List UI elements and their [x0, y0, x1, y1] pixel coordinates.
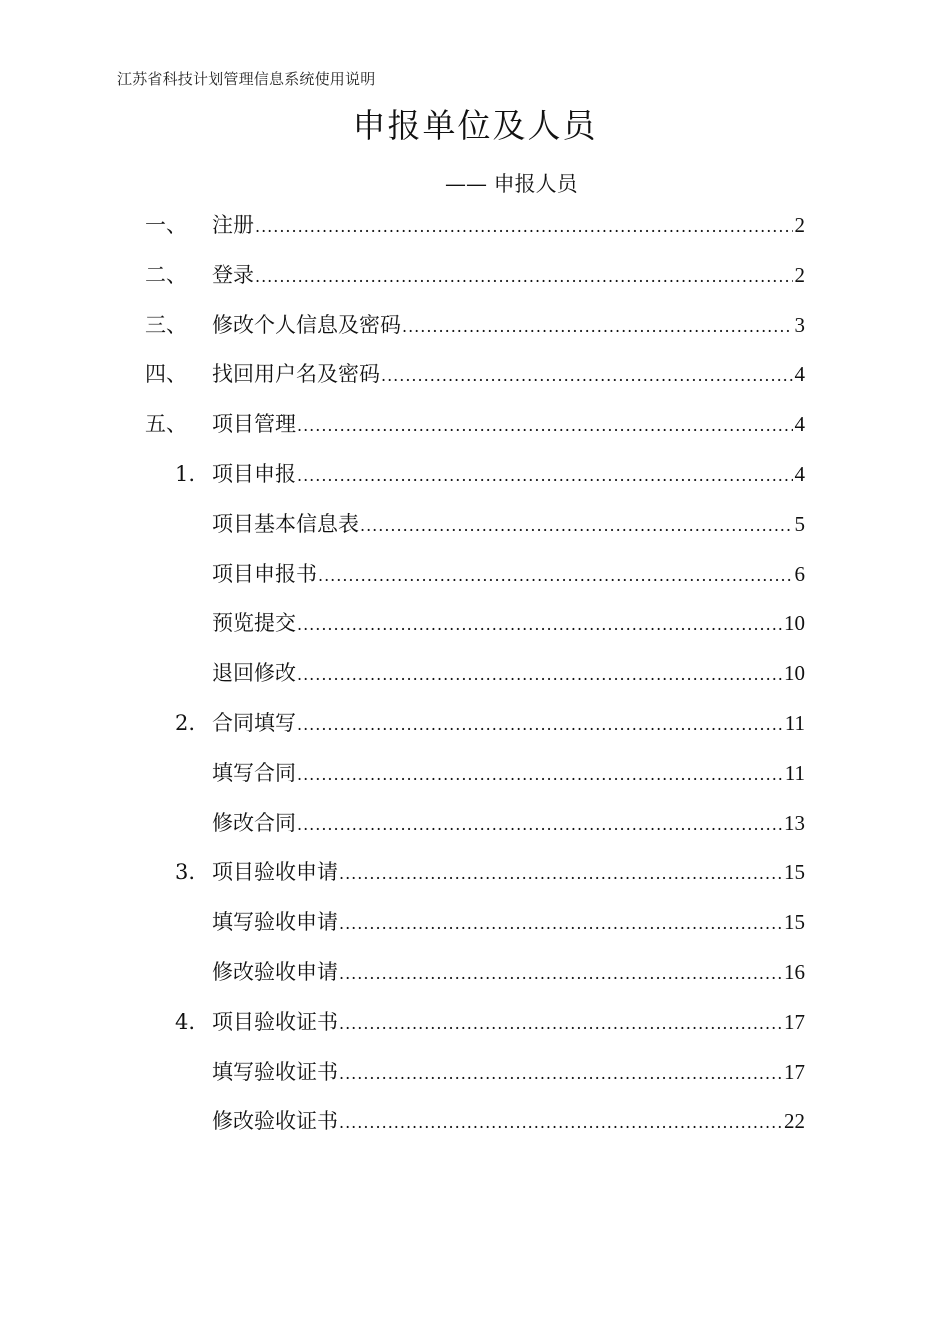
toc-entry-line — [212, 459, 805, 491]
toc-entry-label: 填写验收证书 — [212, 1059, 338, 1084]
toc-dot-leader — [339, 859, 782, 889]
toc-entry-label: 合同填写 — [212, 711, 296, 735]
toc-dot-leader — [402, 312, 793, 342]
toc-entry-number: 二、 — [145, 262, 187, 287]
toc-entry-line — [212, 1106, 805, 1138]
toc-entry-number: 一、 — [145, 213, 187, 237]
toc-entry-label: 预览提交 — [212, 611, 296, 636]
toc-entry-line — [212, 608, 805, 640]
toc-entry-number: 五、 — [145, 412, 187, 437]
toc-entry[interactable] — [0, 758, 950, 788]
toc-dot-leader — [255, 212, 793, 242]
toc-dot-leader — [297, 461, 793, 491]
toc-entry[interactable] — [0, 658, 950, 688]
toc-entry-line — [212, 808, 805, 840]
toc-entry-page-number: 17 — [784, 1009, 805, 1034]
toc-entry[interactable] — [0, 260, 950, 290]
toc-entry[interactable] — [0, 310, 950, 340]
toc-dot-leader — [318, 561, 793, 591]
toc-entry[interactable] — [0, 409, 950, 439]
toc-entry-page-number: 4 — [794, 412, 805, 437]
toc-entry-label: 项目申报 — [212, 462, 296, 486]
running-header: 江苏省科技计划管理信息系统使用说明 — [117, 70, 376, 88]
toc-entry-page-number: 22 — [784, 1109, 805, 1134]
toc-entry[interactable] — [0, 210, 950, 240]
toc-entry-label: 项目管理 — [212, 412, 296, 437]
toc-entry-line — [212, 1057, 805, 1089]
toc-entry-page-number: 13 — [784, 810, 805, 835]
toc-entry-label: 项目验收证书 — [212, 1009, 338, 1034]
toc-entry-line — [212, 1007, 805, 1039]
toc-dot-leader — [339, 959, 782, 989]
toc-entry-line — [212, 509, 805, 541]
toc-entry-label: 修改合同 — [212, 810, 296, 835]
toc-entry-page-number: 11 — [784, 711, 805, 735]
toc-entry-label: 项目基本信息表 — [212, 511, 359, 536]
toc-entry-page-number: 10 — [784, 661, 805, 686]
toc-entry-label: 退回修改 — [212, 661, 296, 686]
toc-entry[interactable] — [0, 459, 950, 489]
toc-entry[interactable] — [0, 1106, 950, 1136]
toc-dot-leader — [381, 361, 793, 391]
toc-entry[interactable] — [0, 857, 950, 887]
toc-entry-page-number: 3 — [794, 312, 805, 337]
toc-entry[interactable] — [0, 907, 950, 937]
toc-dot-leader — [339, 909, 782, 939]
toc-entry-page-number: 2 — [794, 262, 805, 287]
toc-entry-number: 三、 — [145, 312, 187, 337]
toc-entry[interactable] — [0, 559, 950, 589]
toc-dot-leader — [297, 710, 783, 740]
toc-entry-page-number: 16 — [784, 960, 805, 984]
toc-dot-leader — [339, 1009, 782, 1039]
toc-entry-label: 项目申报书 — [212, 561, 317, 586]
toc-dot-leader — [339, 1108, 782, 1138]
toc-entry-page-number: 4 — [794, 362, 805, 387]
toc-entry[interactable] — [0, 509, 950, 539]
toc-entry-label: 修改验收证书 — [212, 1109, 338, 1134]
toc-entry-page-number: 11 — [784, 760, 805, 785]
toc-entry-label: 填写验收申请 — [212, 910, 338, 935]
toc-entry-page-number: 4 — [794, 462, 805, 486]
toc-dot-leader — [297, 660, 782, 690]
toc-entry[interactable] — [0, 957, 950, 987]
toc-entry-line — [212, 857, 805, 889]
toc-entry-page-number: 2 — [794, 213, 805, 237]
toc-entry-label: 注册 — [212, 213, 254, 237]
toc-entry-line — [212, 957, 805, 989]
toc-entry-page-number: 6 — [794, 561, 805, 586]
toc-dot-leader — [297, 810, 782, 840]
toc-entry-page-number: 5 — [794, 511, 805, 536]
toc-entry-line — [212, 658, 805, 690]
toc-dot-leader — [360, 511, 793, 541]
toc-dot-leader — [297, 610, 782, 640]
toc-entry-line — [212, 708, 805, 740]
toc-entry-page-number: 10 — [784, 611, 805, 636]
toc-dot-leader — [297, 411, 793, 441]
toc-entry[interactable] — [0, 359, 950, 389]
document-title: 申报单位及人员 — [352, 106, 598, 145]
toc-entry-line — [212, 907, 805, 939]
toc-entry-page-number: 17 — [784, 1059, 805, 1084]
toc-entry-label: 项目验收申请 — [212, 860, 338, 885]
toc-entry-line — [212, 409, 805, 441]
toc-entry-page-number: 15 — [784, 910, 805, 935]
toc-entry-number: 1. — [174, 462, 195, 486]
toc-dot-leader — [297, 760, 783, 790]
toc-entry[interactable] — [0, 608, 950, 638]
toc-entry-line — [212, 210, 805, 242]
toc-entry[interactable] — [0, 808, 950, 838]
toc-entry-label: 填写合同 — [212, 760, 296, 785]
toc-entry[interactable] — [0, 1057, 950, 1087]
toc-entry-label: 登录 — [212, 262, 254, 287]
toc-entry-line — [212, 559, 805, 591]
toc-entry-page-number: 15 — [784, 860, 805, 885]
toc-entry-line — [212, 260, 805, 292]
toc-entry-label: 修改验收申请 — [212, 960, 338, 984]
toc-entry-number: 4. — [174, 1009, 195, 1034]
toc-dot-leader — [339, 1059, 782, 1089]
toc-entry-label: 修改个人信息及密码 — [212, 312, 401, 337]
toc-entry[interactable] — [0, 708, 950, 738]
toc-entry-number: 2. — [174, 711, 195, 735]
toc-entry-line — [212, 310, 805, 342]
toc-entry[interactable] — [0, 1007, 950, 1037]
toc-entry-label: 找回用户名及密码 — [212, 362, 380, 387]
toc-dot-leader — [255, 262, 793, 292]
toc-entry-number: 四、 — [145, 362, 187, 387]
toc-entry-line — [212, 758, 805, 790]
document-subtitle: —— 申报人员 — [445, 172, 578, 196]
toc-entry-line — [212, 359, 805, 391]
toc-entry-number: 3. — [174, 860, 195, 885]
